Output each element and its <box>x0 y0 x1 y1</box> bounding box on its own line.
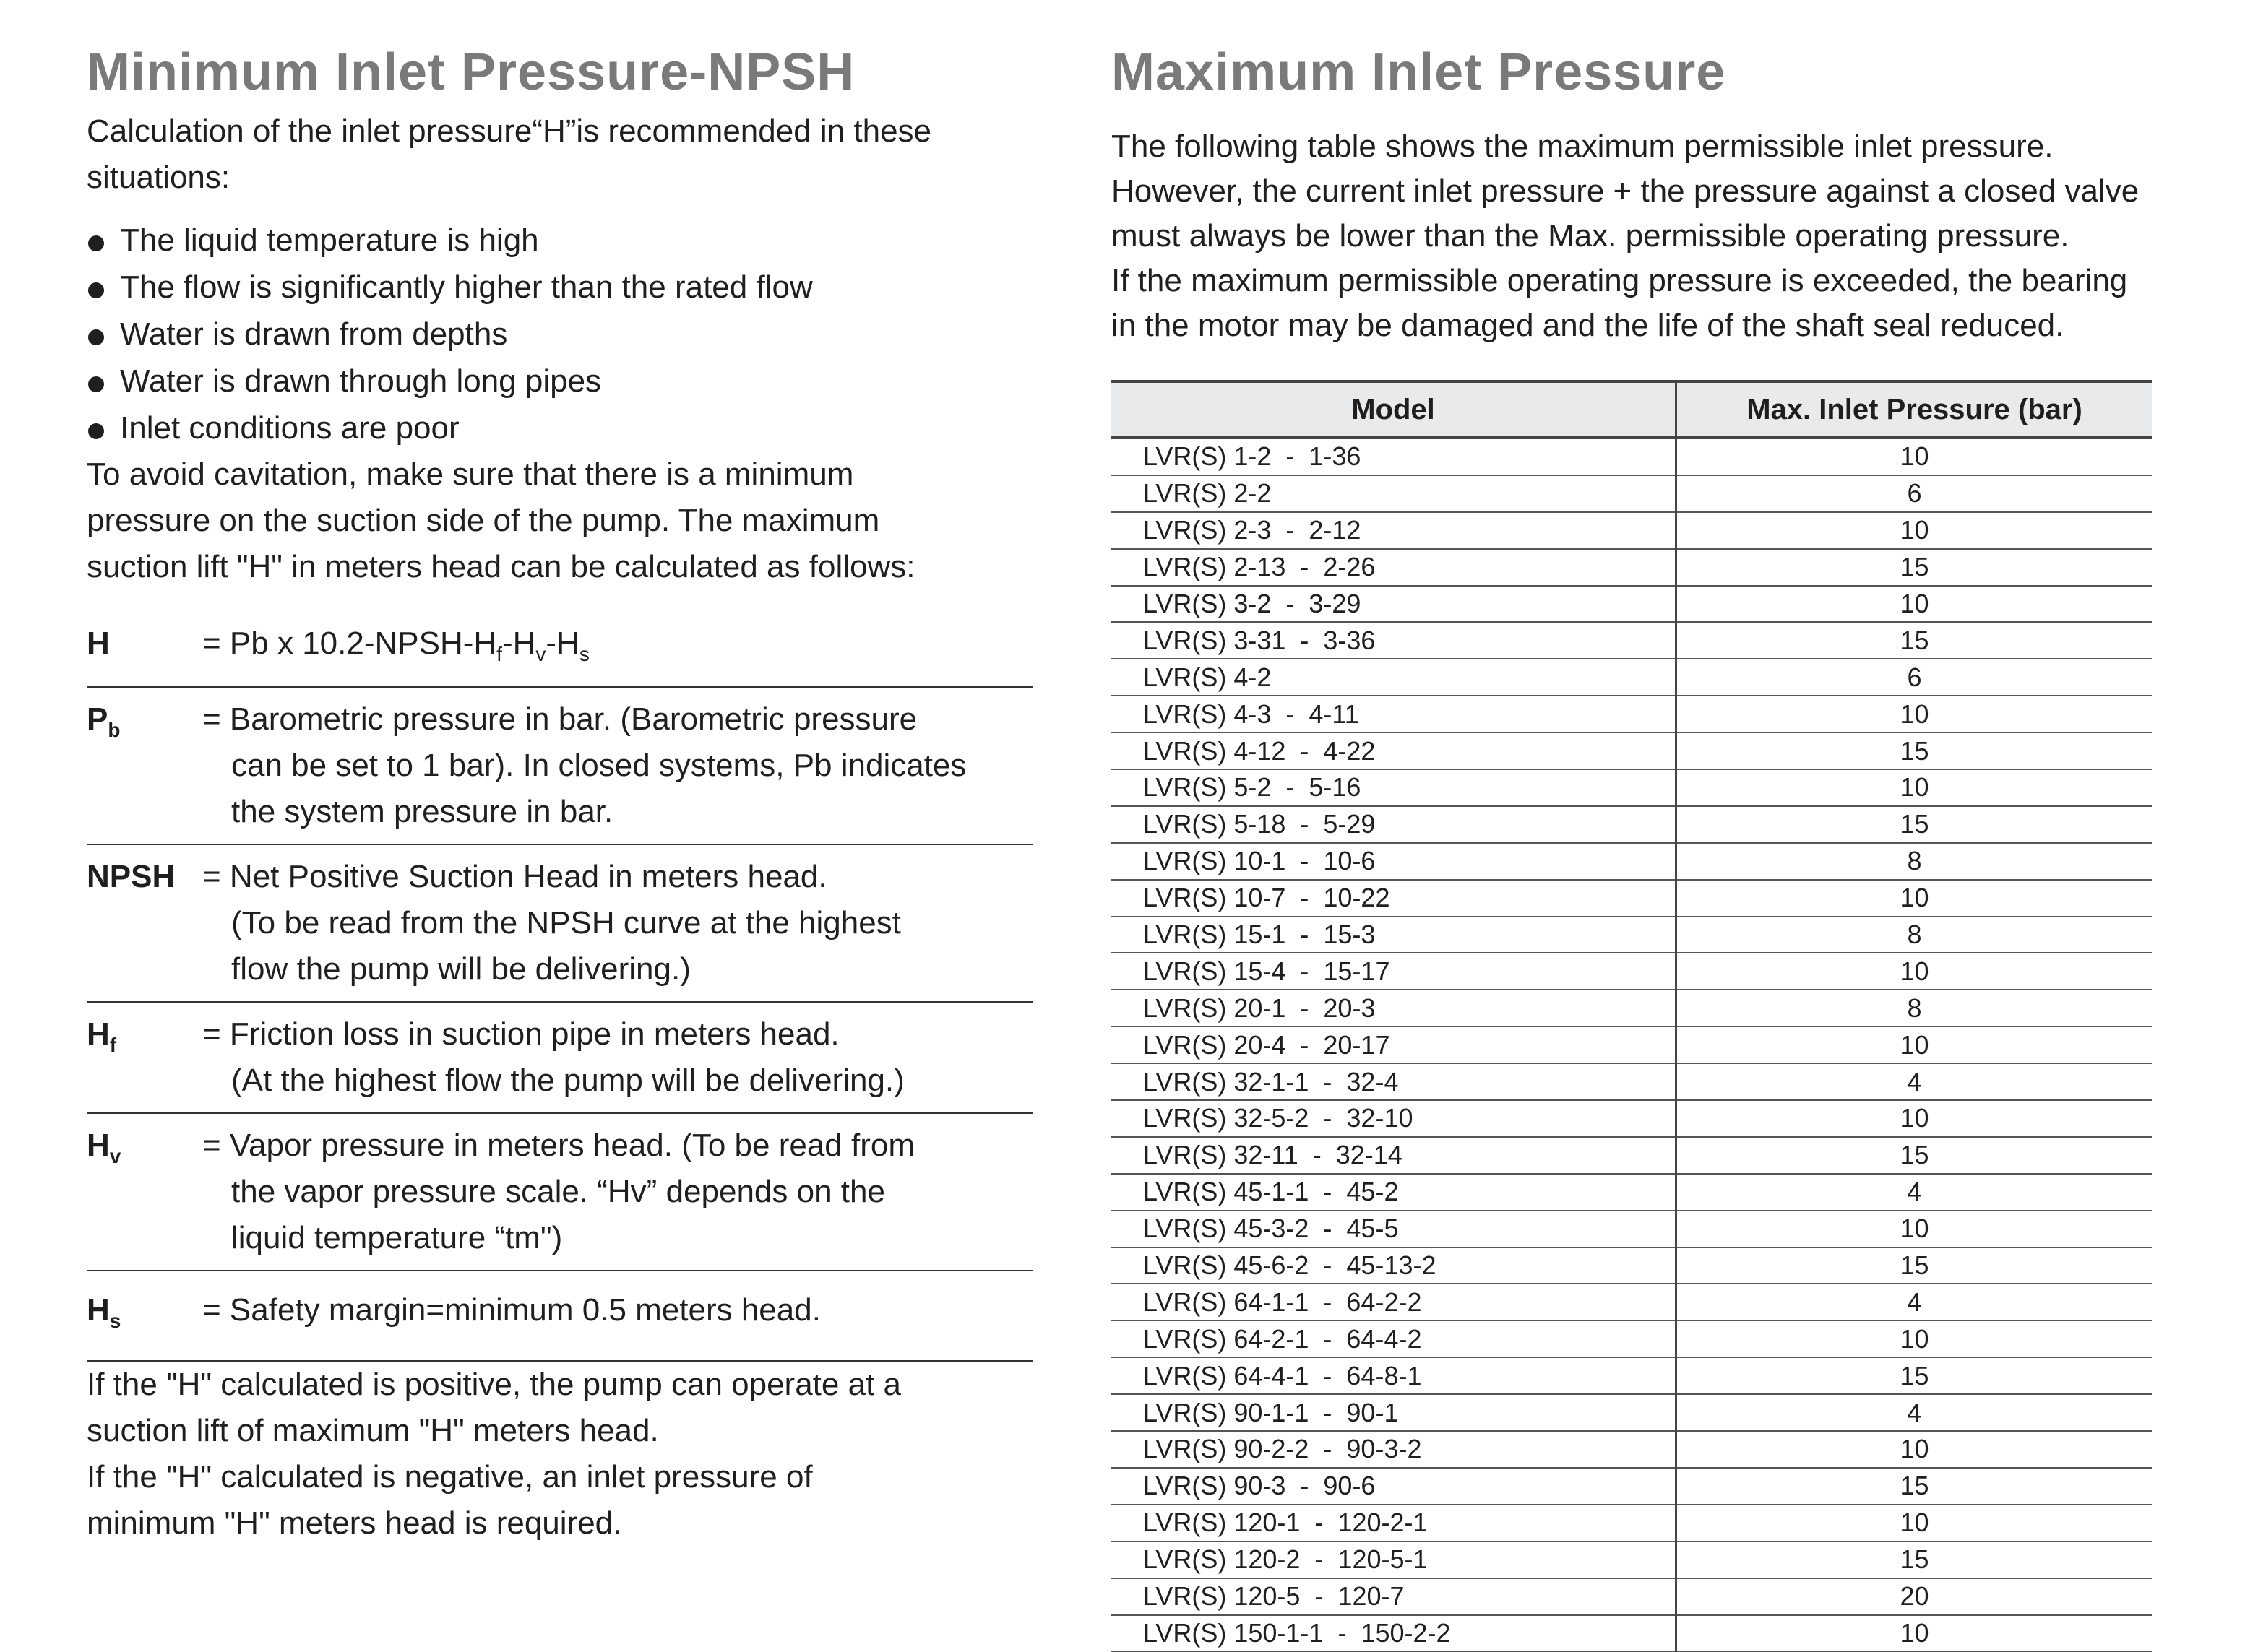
model-cell: LVR(S) 2-13 - 2-26 <box>1111 549 1676 586</box>
formula-definitions <box>87 613 1033 1362</box>
pressure-cell: 10 <box>1676 769 2153 806</box>
table-row <box>1111 659 2152 696</box>
model-cell: LVR(S) 10-1 - 10-6 <box>1111 843 1676 880</box>
model-cell: LVR(S) 20-4 - 20-17 <box>1111 1026 1676 1063</box>
pressure-cell: 8 <box>1676 990 2153 1026</box>
table-row <box>1111 438 2152 475</box>
pressure-cell: 10 <box>1676 1615 2153 1652</box>
situation-list <box>87 217 1033 451</box>
pressure-cell: 15 <box>1676 1468 2153 1505</box>
pressure-cell: 10 <box>1676 438 2153 475</box>
formula-row-hf <box>87 1003 1033 1114</box>
pressure-cell: 10 <box>1676 1431 2153 1468</box>
table-row <box>1111 622 2152 659</box>
table-row <box>1111 549 2152 586</box>
table-row <box>1111 1615 2152 1652</box>
model-cell: LVR(S) 90-3 - 90-6 <box>1111 1468 1676 1505</box>
model-cell: LVR(S) 4-3 - 4-11 <box>1111 696 1676 732</box>
table-row <box>1111 1137 2152 1174</box>
npsh-title: Minimum Inlet Pressure-NPSH <box>87 43 856 101</box>
model-cell: LVR(S) 120-5 - 120-7 <box>1111 1578 1676 1615</box>
model-cell: LVR(S) 64-2-1 - 64-4-2 <box>1111 1320 1676 1357</box>
column-header-model: Model <box>1111 381 1676 438</box>
model-cell: LVR(S) 15-1 - 15-3 <box>1111 917 1676 953</box>
table-row <box>1111 1578 2152 1615</box>
table-row <box>1111 1431 2152 1468</box>
symbol-hf: $H_f$ <box>87 1016 117 1056</box>
pressure-cell: 10 <box>1676 1320 2153 1357</box>
formula-equation: = Pb x $10.2-NPSH-H_f-H_v-H_s$ <box>202 626 590 665</box>
table-row <box>1111 1357 2152 1394</box>
table-row <box>1111 1063 2152 1100</box>
column-header-pressure: Max. Inlet Pressure (bar) <box>1676 381 2153 438</box>
intro-line-1: Calculation of the inlet pressure“H”is recommended in these <box>87 113 932 149</box>
formula-row-hs <box>87 1271 1033 1362</box>
pressure-cell: 15 <box>1676 622 2153 659</box>
table-body <box>1111 438 2152 1651</box>
table-row <box>1111 1026 2152 1063</box>
model-cell: LVR(S) 45-6-2 - 45-13-2 <box>1111 1247 1676 1284</box>
formula-row-npsh <box>87 845 1033 1003</box>
pressure-cell: 4 <box>1676 1394 2153 1431</box>
formula-row-hv <box>87 1114 1033 1271</box>
pressure-cell: 10 <box>1676 1505 2153 1541</box>
table-row <box>1111 1468 2152 1505</box>
pressure-cell: 15 <box>1676 1137 2153 1174</box>
model-cell: LVR(S) 45-3-2 - 45-5 <box>1111 1211 1676 1247</box>
list-item: The flow is significantly higher than the rated flow <box>87 264 1033 311</box>
model-cell: LVR(S) 20-1 - 20-3 <box>1111 990 1676 1026</box>
pressure-cell: 10 <box>1676 953 2153 990</box>
pressure-cell: 10 <box>1676 1100 2153 1137</box>
table-row <box>1111 843 2152 880</box>
model-cell: LVR(S) 4-12 - 4-22 <box>1111 732 1676 769</box>
max-pressure-intro: The following table shows the maximum permissible inlet pressure. However, the current inlet pressure + the pressure against a closed valve must always be lower than the Max. permissible operating pressure. If the maximum permissible operating pressure is exceeded, the bearing in the motor may be damaged and the life of the shaft seal reduced. <box>1111 129 2140 343</box>
npsh-section <box>87 36 1033 1547</box>
model-cell: LVR(S) 15-4 - 15-17 <box>1111 953 1676 990</box>
symbol-h: H <box>87 626 110 661</box>
intro-line-2: situations: <box>87 160 230 195</box>
list-item: The liquid temperature is high <box>87 217 1033 264</box>
pressure-table <box>1111 380 2152 1652</box>
formula-row-h <box>87 613 1033 688</box>
table-row <box>1111 1505 2152 1541</box>
table-row <box>1111 512 2152 549</box>
definition-hs: = Safety margin=minimum 0.5 meters head. <box>202 1292 821 1328</box>
bullet-icon <box>88 376 104 392</box>
symbol-pb: $P_b$ <box>87 701 121 741</box>
pressure-cell: 6 <box>1676 659 2153 696</box>
bullet-icon <box>88 329 104 345</box>
cavitation-paragraph: To avoid cavitation, make sure that there is a minimum pressure on the suction side of the pump. The maximum suction lift "H" in meters head can be calculated as follows: <box>87 457 915 584</box>
pressure-cell: 4 <box>1676 1063 2153 1100</box>
table-row <box>1111 1247 2152 1284</box>
model-cell: LVR(S) 1-2 - 1-36 <box>1111 438 1676 475</box>
pressure-cell: 8 <box>1676 843 2153 880</box>
result-paragraph: If the "H" calculated is positive, the pump can operate at a suction lift of maximum "H" meters head. If the "H" calculated is negative, an inlet pressure of minimum "H" meters head is required. <box>87 1366 901 1541</box>
model-cell: LVR(S) 3-31 - 3-36 <box>1111 622 1676 659</box>
table-row <box>1111 880 2152 917</box>
pressure-cell: 4 <box>1676 1284 2153 1320</box>
pressure-cell: 10 <box>1676 512 2153 549</box>
table-row <box>1111 1284 2152 1320</box>
model-cell: LVR(S) 4-2 <box>1111 659 1676 696</box>
definition-hf: = Friction loss in suction pipe in meters head. (At the highest flow the pump will be delivering.) <box>202 1016 905 1098</box>
model-cell: LVR(S) 120-1 - 120-2-1 <box>1111 1505 1676 1541</box>
list-item: Water is drawn from depths <box>87 311 1033 358</box>
definition-pb: = Barometric pressure in bar. (Barometric pressure can be set to 1 bar). In closed systems, Pb indicates the system pressure in bar. <box>202 701 967 829</box>
max-pressure-title: Maximum Inlet Pressure <box>1111 43 1726 101</box>
model-cell: LVR(S) 64-1-1 - 64-2-2 <box>1111 1284 1676 1320</box>
formula-row-pb <box>87 688 1033 845</box>
table-row <box>1111 696 2152 732</box>
bullet-icon <box>88 282 104 298</box>
pressure-cell: 4 <box>1676 1174 2153 1211</box>
model-cell: LVR(S) 64-4-1 - 64-8-1 <box>1111 1357 1676 1394</box>
table-row <box>1111 769 2152 806</box>
pressure-cell: 15 <box>1676 549 2153 586</box>
max-pressure-section <box>1111 36 2152 1652</box>
model-cell: LVR(S) 3-2 - 3-29 <box>1111 586 1676 623</box>
pressure-cell: 6 <box>1676 475 2153 512</box>
model-cell: LVR(S) 5-18 - 5-29 <box>1111 806 1676 843</box>
symbol-hv: $H_v$ <box>87 1127 121 1167</box>
model-cell: LVR(S) 32-11 - 32-14 <box>1111 1137 1676 1174</box>
pressure-cell: 10 <box>1676 586 2153 623</box>
model-cell: LVR(S) 32-1-1 - 32-4 <box>1111 1063 1676 1100</box>
model-cell: LVR(S) 10-7 - 10-22 <box>1111 880 1676 917</box>
model-cell: LVR(S) 90-2-2 - 90-3-2 <box>1111 1431 1676 1468</box>
bullet-icon <box>88 423 104 439</box>
list-item: Water is drawn through long pipes <box>87 358 1033 405</box>
table-row <box>1111 953 2152 990</box>
model-cell: LVR(S) 120-2 - 120-5-1 <box>1111 1541 1676 1578</box>
bullet-icon <box>88 235 104 251</box>
table-row <box>1111 1320 2152 1357</box>
table-row <box>1111 586 2152 623</box>
pressure-cell: 10 <box>1676 696 2153 732</box>
symbol-hs: $H_s$ <box>87 1292 121 1332</box>
pressure-cell: 8 <box>1676 917 2153 953</box>
table-header-row <box>1111 381 2152 438</box>
table-row <box>1111 1541 2152 1578</box>
table-row <box>1111 1100 2152 1137</box>
pressure-cell: 15 <box>1676 732 2153 769</box>
list-item: Inlet conditions are poor <box>87 405 1033 451</box>
table-row <box>1111 917 2152 953</box>
model-cell: LVR(S) 32-5-2 - 32-10 <box>1111 1100 1676 1137</box>
table-row <box>1111 990 2152 1026</box>
pressure-cell: 20 <box>1676 1578 2153 1615</box>
symbol-npsh: NPSH <box>87 858 176 894</box>
table-row <box>1111 475 2152 512</box>
model-cell: LVR(S) 2-3 - 2-12 <box>1111 512 1676 549</box>
model-cell: LVR(S) 90-1-1 - 90-1 <box>1111 1394 1676 1431</box>
table-row <box>1111 732 2152 769</box>
pressure-cell: 15 <box>1676 1541 2153 1578</box>
table-row <box>1111 1174 2152 1211</box>
pressure-cell: 10 <box>1676 1211 2153 1247</box>
table-row <box>1111 1211 2152 1247</box>
pressure-cell: 10 <box>1676 880 2153 917</box>
pressure-cell: 15 <box>1676 1247 2153 1284</box>
model-cell: LVR(S) 2-2 <box>1111 475 1676 512</box>
table-row <box>1111 806 2152 843</box>
pressure-cell: 15 <box>1676 806 2153 843</box>
pressure-cell: 10 <box>1676 1026 2153 1063</box>
model-cell: LVR(S) 45-1-1 - 45-2 <box>1111 1174 1676 1211</box>
pressure-cell: 15 <box>1676 1357 2153 1394</box>
npsh-intro <box>87 108 1033 201</box>
table-row <box>1111 1394 2152 1431</box>
definition-hv: = Vapor pressure in meters head. (To be read from the vapor pressure scale. “Hv” depends on the liquid temperature “tm") <box>202 1127 915 1255</box>
model-cell: LVR(S) 150-1-1 - 150-2-2 <box>1111 1615 1676 1652</box>
model-cell: LVR(S) 5-2 - 5-16 <box>1111 769 1676 806</box>
definition-npsh: = Net Positive Suction Head in meters head. (To be read from the NPSH curve at the highest flow the pump will be delivering.) <box>202 858 901 987</box>
